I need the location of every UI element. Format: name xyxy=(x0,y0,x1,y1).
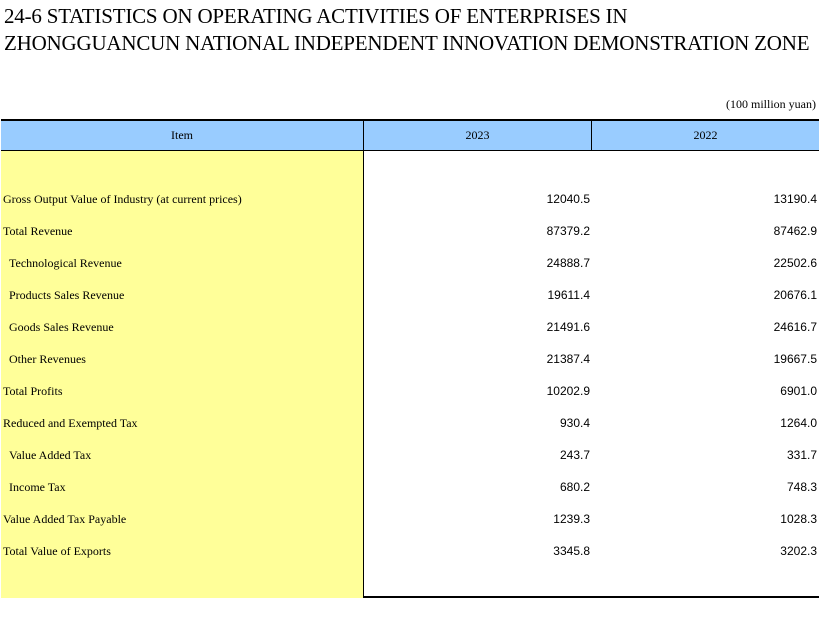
table-row xyxy=(1,279,819,311)
value-2023: 680.2 xyxy=(559,480,590,494)
table-row xyxy=(1,311,819,343)
value-2023: 24888.7 xyxy=(546,256,590,270)
title-line-1: 24-6 STATISTICS ON OPERATING ACTIVITIES OF ENTERPRISES IN xyxy=(4,4,628,28)
row-label: Value Added Tax Payable xyxy=(3,512,127,526)
value-2023: 87379.2 xyxy=(546,224,590,238)
row-label: Goods Sales Revenue xyxy=(9,320,114,334)
row-label: Total Profits xyxy=(3,384,63,398)
value-2022: 6901.0 xyxy=(780,384,817,398)
row-label: Total Revenue xyxy=(3,224,73,238)
value-2022: 24616.7 xyxy=(773,320,817,334)
value-2022: 748.3 xyxy=(786,480,817,494)
table-row xyxy=(1,183,819,215)
unit-note: (100 million yuan) xyxy=(726,97,816,111)
title-line-2: ZHONGGUANCUN NATIONAL INDEPENDENT INNOVATION DEMONSTRATION ZONE xyxy=(4,31,810,55)
value-2022: 1028.3 xyxy=(780,512,817,526)
table-row xyxy=(1,439,819,471)
row-label: Reduced and Exempted Tax xyxy=(3,416,138,430)
value-2022: 19667.5 xyxy=(773,352,817,366)
row-label: Other Revenues xyxy=(9,352,86,366)
value-2022: 20676.1 xyxy=(773,288,817,302)
table-row xyxy=(1,407,819,439)
value-2023: 10202.9 xyxy=(546,384,590,398)
value-2023: 12040.5 xyxy=(546,192,590,206)
row-label: Value Added Tax xyxy=(9,448,92,462)
table-row xyxy=(1,535,819,567)
value-2023: 930.4 xyxy=(559,416,590,430)
header-year-2022: 2022 xyxy=(693,128,718,142)
value-2023: 243.7 xyxy=(559,448,590,462)
value-2023: 3345.8 xyxy=(553,544,590,558)
table-row xyxy=(1,343,819,375)
value-2023: 19611.4 xyxy=(547,288,590,302)
table-header xyxy=(1,121,819,151)
statistics-table xyxy=(1,119,819,598)
table-row xyxy=(1,503,819,535)
value-2022: 1264.0 xyxy=(780,416,817,430)
value-2022: 87462.9 xyxy=(773,224,817,238)
row-label: Technological Revenue xyxy=(9,256,122,270)
value-2022: 22502.6 xyxy=(773,256,817,270)
row-label: Products Sales Revenue xyxy=(9,288,125,302)
value-2023: 21387.4 xyxy=(546,352,590,366)
table-body xyxy=(1,183,819,567)
value-2023: 21491.6 xyxy=(546,320,590,334)
row-label: Income Tax xyxy=(9,480,66,494)
table-row xyxy=(1,215,819,247)
value-2023: 1239.3 xyxy=(553,512,590,526)
value-2022: 13190.4 xyxy=(773,192,817,206)
value-2022: 3202.3 xyxy=(780,544,817,558)
table-row xyxy=(1,247,819,279)
table-row xyxy=(1,375,819,407)
header-year-2023: 2023 xyxy=(364,121,592,150)
header-item: Item xyxy=(1,121,364,150)
row-label: Gross Output Value of Industry (at current prices) xyxy=(3,192,242,206)
table-row xyxy=(1,471,819,503)
page-title xyxy=(4,3,816,57)
value-2022: 331.7 xyxy=(786,448,817,462)
row-label: Total Value of Exports xyxy=(3,544,111,558)
